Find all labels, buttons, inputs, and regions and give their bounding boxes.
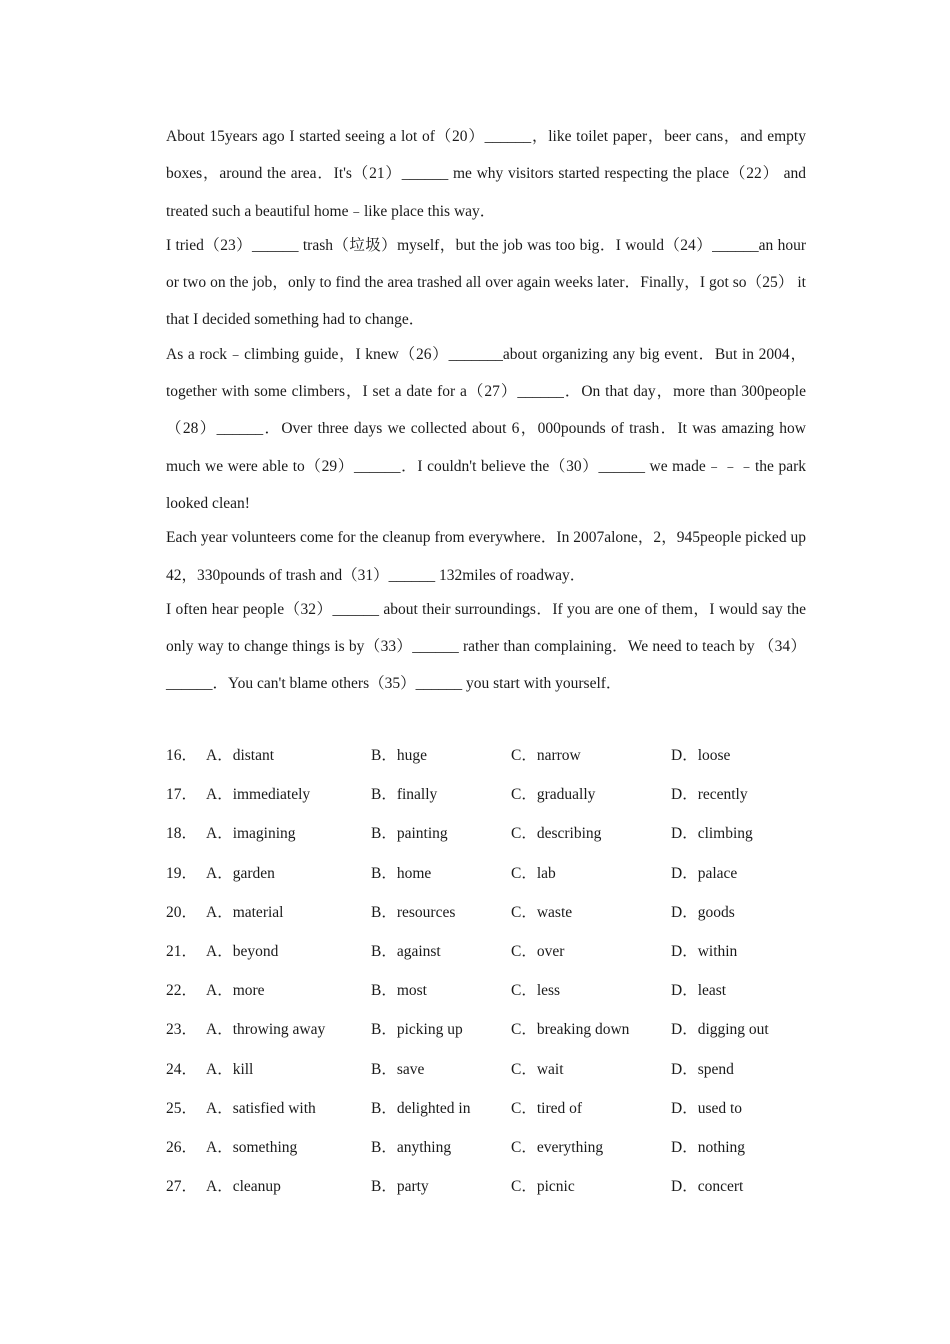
- option-d: D．nothing: [671, 1138, 746, 1156]
- question-number: 20．: [166, 903, 198, 921]
- option-c: C．wait: [511, 1060, 564, 1078]
- option-d: D．concert: [671, 1178, 744, 1196]
- option-b: B．huge: [371, 747, 427, 764]
- question-number: 18．: [166, 825, 198, 843]
- option-a: A．garden: [206, 864, 275, 882]
- option-a: A．imagining: [206, 825, 296, 843]
- option-d: D．palace: [671, 864, 738, 882]
- option-c: C．narrow: [511, 747, 581, 764]
- option-c: C．everything: [511, 1138, 604, 1156]
- question-row-23: [166, 1010, 826, 1049]
- question-number: 26．: [166, 1138, 198, 1156]
- question-row-16: [166, 736, 826, 775]
- option-d: D．goods: [671, 903, 735, 921]
- option-b: B．party: [371, 1178, 429, 1196]
- question-number: 27．: [166, 1178, 198, 1196]
- question-row-21: [166, 932, 826, 971]
- question-number: 17．: [166, 786, 198, 804]
- passage-paragraph-4: Each year volunteers come for the cleanup from everywhere．In 2007alone，2，945people picked up 42，330pounds of trash and（31）______ 132miles of roadway．: [166, 529, 806, 584]
- option-d: D．loose: [671, 747, 731, 764]
- question-number: 22．: [166, 982, 198, 1000]
- option-d: D．used to: [671, 1099, 743, 1117]
- option-d: D．recently: [671, 786, 748, 804]
- option-b: B．delighted in: [371, 1099, 471, 1117]
- question-number: 21．: [166, 942, 198, 960]
- option-b: B．home: [371, 864, 432, 882]
- option-c: C．lab: [511, 864, 556, 882]
- option-b: B．resources: [371, 903, 456, 921]
- option-a: A．immediately: [206, 786, 311, 804]
- option-a: A．distant: [206, 747, 275, 764]
- question-number: 19．: [166, 864, 198, 882]
- question-number: 24．: [166, 1060, 198, 1078]
- passage-paragraph-1: About 15years ago I started seeing a lot of（20）______，like toilet paper，beer cans，and empty boxes，around the area．It's（21）______ me why visitors started respecting the place（22） and treated such a beautiful home﹣like place this way．: [166, 128, 806, 220]
- question-number: 23．: [166, 1021, 198, 1039]
- question-row-25: [166, 1089, 826, 1128]
- question-row-22: [166, 971, 826, 1010]
- passage-paragraph-3: As a rock﹣climbing guide，I knew（26）_______about organizing any big event．But in 2004，together with some climbers，I set a date for a（27）______．On that day，more than 300people （28）______．Over three days we collected about 6，000pounds of trash．It was amazing how much we were able to（29）______．I couldn't believe the（30）______ we made﹣﹣﹣the park looked clean!: [166, 345, 806, 512]
- option-b: B．anything: [371, 1138, 452, 1156]
- reading-passage: [166, 118, 806, 703]
- option-b: B．save: [371, 1060, 425, 1078]
- question-row-19: [166, 854, 826, 893]
- option-c: C．less: [511, 982, 561, 1000]
- option-c: C．waste: [511, 903, 573, 921]
- option-a: A．beyond: [206, 942, 279, 960]
- question-row-18: [166, 814, 826, 853]
- option-d: D．climbing: [671, 825, 753, 843]
- question-row-24: [166, 1050, 826, 1089]
- option-a: A．throwing away: [206, 1021, 326, 1039]
- option-b: B．painting: [371, 825, 448, 843]
- option-c: C．tired of: [511, 1099, 583, 1117]
- option-a: A．kill: [206, 1060, 254, 1078]
- question-row-27: [166, 1167, 826, 1206]
- option-b: B．picking up: [371, 1021, 463, 1039]
- option-b: B．finally: [371, 786, 438, 804]
- option-c: C．gradually: [511, 786, 596, 804]
- question-number: 25．: [166, 1099, 198, 1117]
- question-options-list: [166, 736, 826, 1206]
- option-c: C．breaking down: [511, 1021, 630, 1039]
- question-number: 16．: [166, 747, 198, 764]
- option-a: A．something: [206, 1138, 298, 1156]
- option-a: A．satisfied with: [206, 1099, 316, 1117]
- question-row-26: [166, 1128, 826, 1167]
- passage-paragraph-2: I tried（23）______ trash（垃圾）myself，but the job was too big．I would（24）______an hour or two on the job，only to find the area trashed all over again weeks later．Finally，I got so（25） it that I decided something had to change．: [166, 236, 806, 329]
- passage-paragraph-5: I often hear people（32）______ about their surroundings．If you are one of them，I would say the only way to change things is by（33）______ rather than complaining．We need to teach by （34）______．You can't blame others（35）______ you start with yourself．: [166, 600, 806, 693]
- option-d: D．spend: [671, 1060, 734, 1078]
- option-b: B．most: [371, 982, 427, 1000]
- option-a: A．material: [206, 903, 284, 921]
- option-d: D．within: [671, 942, 738, 960]
- option-c: C．picnic: [511, 1178, 575, 1196]
- option-c: C．describing: [511, 825, 602, 843]
- question-row-20: [166, 893, 826, 932]
- option-a: A．cleanup: [206, 1178, 281, 1196]
- question-row-17: [166, 775, 826, 814]
- option-d: D．digging out: [671, 1021, 769, 1039]
- option-a: A．more: [206, 982, 265, 1000]
- option-d: D．least: [671, 982, 727, 1000]
- option-b: B．against: [371, 942, 441, 960]
- option-c: C．over: [511, 942, 565, 960]
